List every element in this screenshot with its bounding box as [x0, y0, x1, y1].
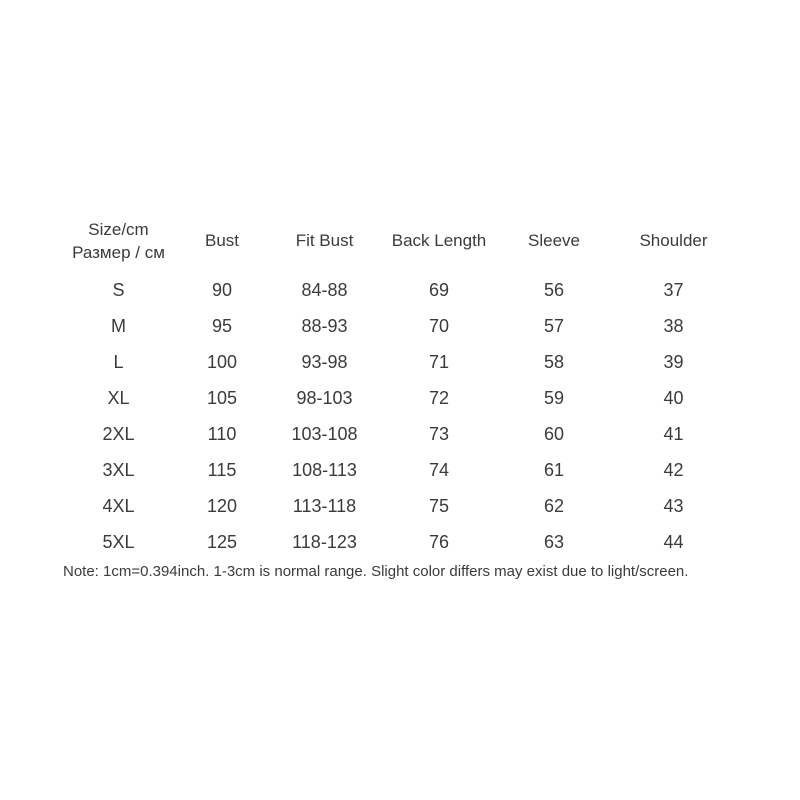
cell-bust: 100 [206, 352, 238, 372]
table-row-2xl [63, 416, 738, 452]
column-header-fit-bust: Fit Bust [295, 231, 354, 250]
cell-fit-bust: 88-93 [301, 316, 348, 336]
column-header-size [63, 218, 174, 264]
cell-fit-bust: 84-88 [301, 280, 348, 300]
cell-fit-bust: 118-123 [292, 532, 357, 552]
size-header-english: Size/cm [88, 219, 149, 239]
cell-sleeve: 61 [543, 460, 565, 480]
cell-back-length: 70 [428, 316, 450, 336]
cell-shoulder: 43 [663, 496, 684, 516]
cell-fit-bust: 108-113 [292, 460, 357, 480]
cell-size: 4XL [102, 496, 135, 516]
cell-sleeve: 63 [543, 532, 565, 552]
cell-bust: 110 [207, 424, 237, 444]
cell-size: XL [107, 388, 130, 408]
cell-size: 5XL [102, 532, 135, 552]
cell-back-length: 74 [428, 460, 450, 480]
column-header-back-length: Back Length [391, 231, 487, 250]
table-row-3xl [63, 452, 738, 488]
cell-sleeve: 56 [543, 280, 565, 300]
cell-sleeve: 57 [543, 316, 565, 336]
table-row-m [63, 308, 738, 344]
cell-back-length: 72 [428, 388, 450, 408]
cell-sleeve: 62 [543, 496, 565, 516]
cell-size: S [112, 280, 125, 300]
cell-fit-bust: 113-118 [292, 496, 357, 516]
cell-bust: 125 [206, 532, 238, 552]
cell-shoulder: 42 [663, 460, 684, 480]
size-chart-table [63, 217, 738, 582]
table-body [63, 272, 738, 560]
cell-size: 3XL [102, 460, 135, 480]
cell-bust: 105 [206, 388, 238, 408]
cell-size: M [111, 316, 126, 336]
cell-back-length: 69 [428, 280, 450, 300]
cell-bust: 90 [211, 280, 233, 300]
cell-bust: 95 [211, 316, 233, 336]
cell-fit-bust: 103-108 [291, 424, 358, 444]
cell-shoulder: 39 [663, 352, 684, 372]
cell-sleeve: 59 [543, 388, 565, 408]
column-header-shoulder: Shoulder [639, 231, 708, 250]
column-header-bust: Bust [204, 231, 240, 250]
cell-fit-bust: 93-98 [301, 352, 348, 372]
column-header-sleeve: Sleeve [528, 231, 580, 250]
table-header-row [63, 217, 738, 264]
cell-shoulder: 38 [663, 316, 684, 336]
cell-size: 2XL [102, 424, 135, 444]
cell-back-length: 73 [428, 424, 450, 444]
cell-shoulder: 41 [663, 424, 684, 444]
table-row-4xl [63, 488, 738, 524]
size-note: Note: 1cm=0.394inch. 1-3cm is normal range. Slight color differs may exist due to light/screen. [63, 563, 689, 580]
cell-sleeve: 60 [543, 424, 565, 444]
cell-shoulder: 44 [663, 532, 684, 552]
table-row-s [63, 272, 738, 308]
cell-fit-bust: 98-103 [296, 388, 353, 408]
table-row-5xl [63, 524, 738, 560]
cell-back-length: 71 [428, 352, 450, 372]
cell-bust: 115 [207, 460, 237, 480]
cell-bust: 120 [206, 496, 238, 516]
cell-back-length: 76 [428, 532, 450, 552]
cell-shoulder: 40 [663, 388, 684, 408]
table-row-xl [63, 380, 738, 416]
cell-shoulder: 37 [663, 280, 684, 300]
table-row-l [63, 344, 738, 380]
cell-back-length: 75 [428, 496, 450, 516]
size-header-russian: Размер / см [72, 242, 165, 262]
cell-sleeve: 58 [543, 352, 565, 372]
cell-size: L [113, 352, 124, 372]
